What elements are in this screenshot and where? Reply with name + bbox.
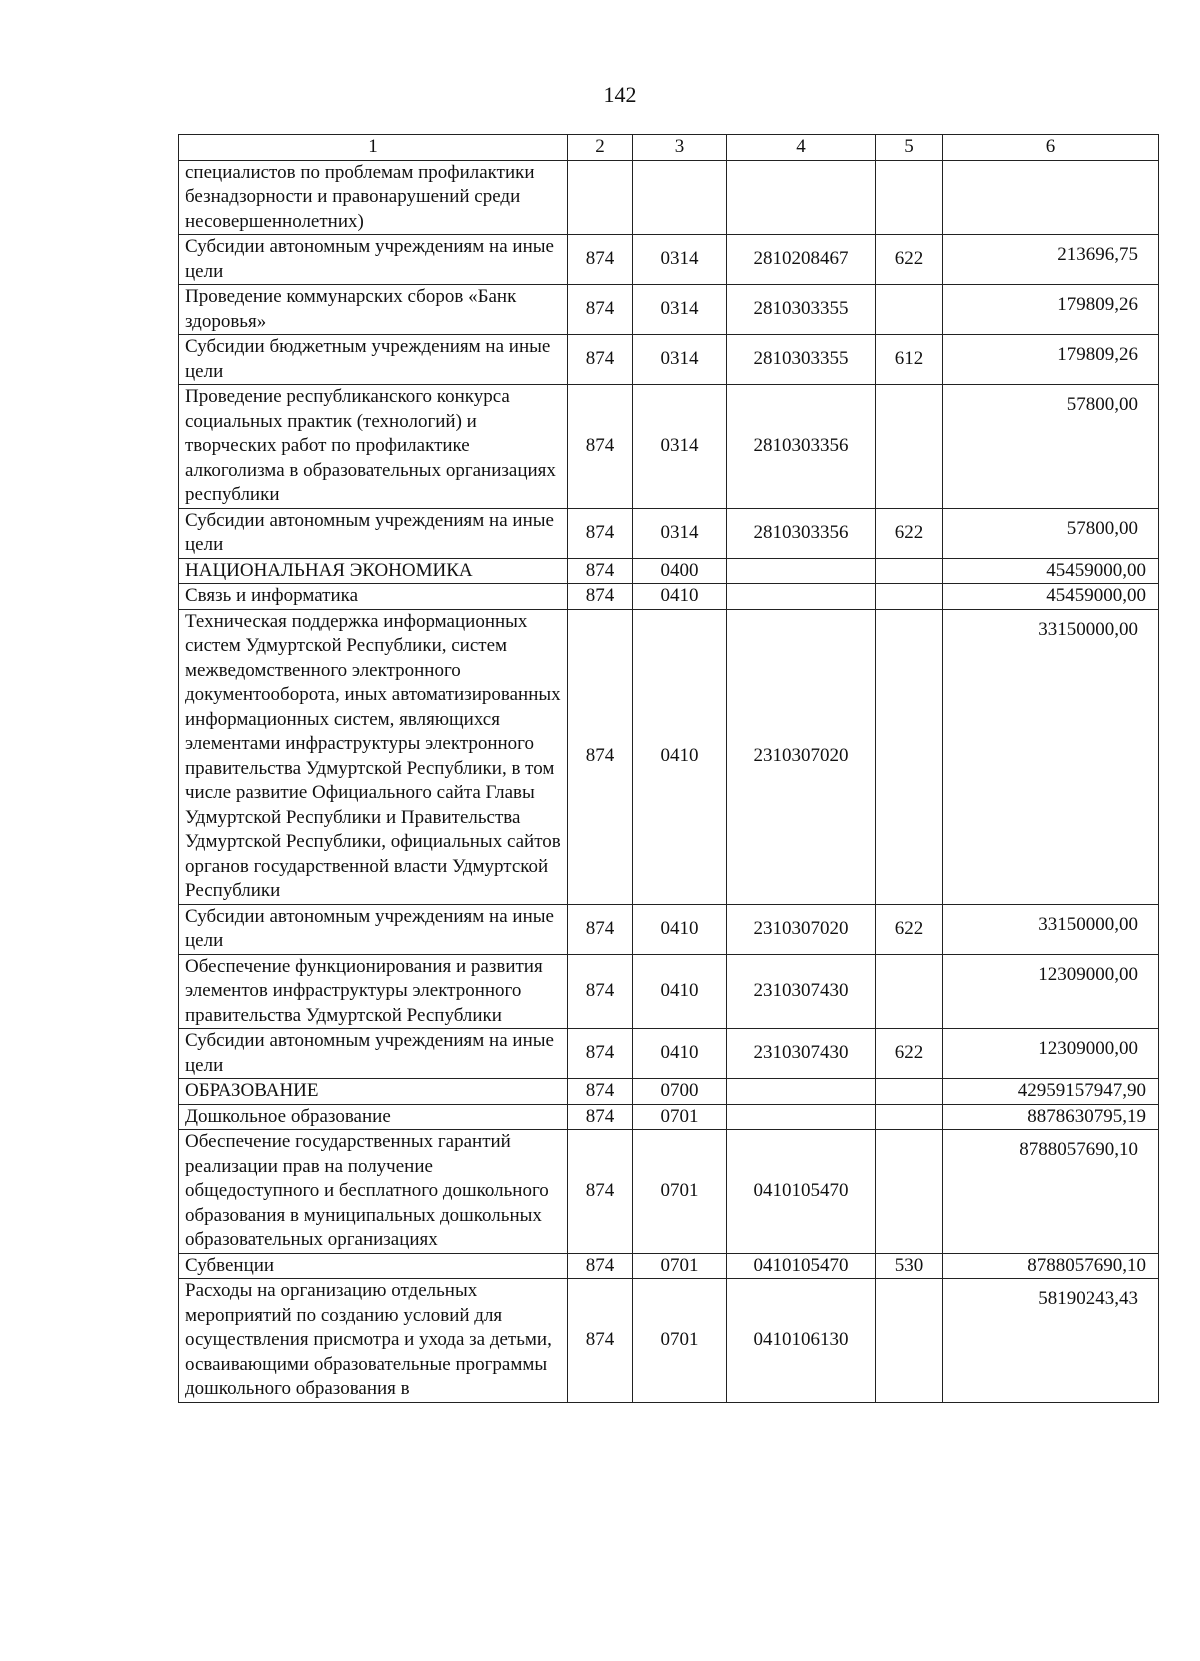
row-admin-code-cell: 874 bbox=[568, 508, 633, 558]
column-header-1: 1 bbox=[179, 135, 568, 161]
row-section-code-cell: 0314 bbox=[633, 285, 727, 335]
row-admin-code-cell: 874 bbox=[568, 1279, 633, 1403]
row-amount-cell: 42959157947,90 bbox=[943, 1079, 1159, 1105]
table-row bbox=[179, 1253, 1159, 1279]
row-admin-code-cell: 874 bbox=[568, 1253, 633, 1279]
row-amount-cell: 57800,00 bbox=[943, 508, 1159, 558]
table-row bbox=[179, 584, 1159, 610]
row-target-code-cell: 2810303356 bbox=[727, 385, 876, 509]
table-row bbox=[179, 1104, 1159, 1130]
row-section-code-cell: 0701 bbox=[633, 1253, 727, 1279]
row-target-code-cell: 2310307430 bbox=[727, 1029, 876, 1079]
row-admin-code-cell: 874 bbox=[568, 285, 633, 335]
budget-table bbox=[178, 134, 1159, 1403]
row-target-code-cell: 0410106130 bbox=[727, 1279, 876, 1403]
page-number: 142 bbox=[603, 82, 637, 107]
table-row bbox=[179, 160, 1159, 235]
row-target-code-cell: 0410105470 bbox=[727, 1130, 876, 1254]
row-target-code-cell bbox=[727, 1104, 876, 1130]
table-row bbox=[179, 1029, 1159, 1079]
row-target-code-cell bbox=[727, 160, 876, 235]
column-header-4: 4 bbox=[727, 135, 876, 161]
row-expense-type-cell: 622 bbox=[876, 904, 943, 954]
row-amount-cell: 45459000,00 bbox=[943, 584, 1159, 610]
row-target-code-cell: 0410105470 bbox=[727, 1253, 876, 1279]
row-amount-cell: 8878630795,19 bbox=[943, 1104, 1159, 1130]
row-name-cell: Проведение коммунарских сборов «Банк здоровья» bbox=[179, 285, 568, 335]
row-expense-type-cell bbox=[876, 385, 943, 509]
row-admin-code-cell: 874 bbox=[568, 904, 633, 954]
row-target-code-cell: 2310307020 bbox=[727, 904, 876, 954]
row-expense-type-cell: 530 bbox=[876, 1253, 943, 1279]
row-section-code-cell bbox=[633, 160, 727, 235]
table-row bbox=[179, 1279, 1159, 1403]
table-row bbox=[179, 385, 1159, 509]
row-name-cell: Связь и информатика bbox=[179, 584, 568, 610]
row-section-code-cell: 0701 bbox=[633, 1130, 727, 1254]
row-name-cell: Дошкольное образование bbox=[179, 1104, 568, 1130]
row-section-code-cell: 0314 bbox=[633, 235, 727, 285]
column-header-2: 2 bbox=[568, 135, 633, 161]
row-expense-type-cell bbox=[876, 609, 943, 904]
row-amount-cell: 33150000,00 bbox=[943, 904, 1159, 954]
row-name-cell: Расходы на организацию отдельных мероприятий по созданию условий для осуществления присмотра и ухода за детьми, осваивающими образовательные программы дошкольного образования в bbox=[179, 1279, 568, 1403]
row-target-code-cell: 2310307430 bbox=[727, 954, 876, 1029]
row-amount-cell: 12309000,00 bbox=[943, 954, 1159, 1029]
row-amount-cell: 8788057690,10 bbox=[943, 1130, 1159, 1254]
row-section-code-cell: 0410 bbox=[633, 904, 727, 954]
row-admin-code-cell: 874 bbox=[568, 1104, 633, 1130]
row-name-cell: Субсидии автономным учреждениям на иные цели bbox=[179, 1029, 568, 1079]
row-amount-cell: 45459000,00 bbox=[943, 558, 1159, 584]
row-expense-type-cell bbox=[876, 954, 943, 1029]
row-admin-code-cell: 874 bbox=[568, 584, 633, 610]
table-row bbox=[179, 609, 1159, 904]
row-amount-cell: 12309000,00 bbox=[943, 1029, 1159, 1079]
row-name-cell: Проведение республиканского конкурса социальных практик (технологий) и творческих работ по профилактике алкоголизма в образовательных организациях республики bbox=[179, 385, 568, 509]
column-header-6: 6 bbox=[943, 135, 1159, 161]
row-admin-code-cell: 874 bbox=[568, 1130, 633, 1254]
row-amount-cell: 58190243,43 bbox=[943, 1279, 1159, 1403]
row-admin-code-cell: 874 bbox=[568, 954, 633, 1029]
row-name-cell: Субсидии автономным учреждениям на иные цели bbox=[179, 904, 568, 954]
row-section-code-cell: 0700 bbox=[633, 1079, 727, 1105]
table-row bbox=[179, 235, 1159, 285]
row-admin-code-cell: 874 bbox=[568, 385, 633, 509]
row-name-cell: специалистов по проблемам профилактики безнадзорности и правонарушений среди несовершеннолетних) bbox=[179, 160, 568, 235]
row-expense-type-cell bbox=[876, 1279, 943, 1403]
row-expense-type-cell: 612 bbox=[876, 335, 943, 385]
row-name-cell: Техническая поддержка информационных систем Удмуртской Республики, систем межведомственного электронного документооборота, иных автоматизированных информационных систем, являющихся элементами инфраструктуры электронного правительства Удмуртской Республики, в том числе развитие Официального сайта Главы Удмуртской Республики и Правительства Удмуртской Республики, официальных сайтов органов государственной власти Удмуртской Республики bbox=[179, 609, 568, 904]
table-body bbox=[179, 160, 1159, 1402]
row-target-code-cell: 2810303356 bbox=[727, 508, 876, 558]
row-expense-type-cell bbox=[876, 285, 943, 335]
row-name-cell: Обеспечение функционирования и развития элементов инфраструктуры электронного правительства Удмуртской Республики bbox=[179, 954, 568, 1029]
table-row bbox=[179, 904, 1159, 954]
row-target-code-cell: 2310307020 bbox=[727, 609, 876, 904]
column-header-5: 5 bbox=[876, 135, 943, 161]
row-target-code-cell: 2810303355 bbox=[727, 285, 876, 335]
row-target-code-cell bbox=[727, 1079, 876, 1105]
row-section-code-cell: 0410 bbox=[633, 609, 727, 904]
row-amount-cell: 179809,26 bbox=[943, 335, 1159, 385]
table-row bbox=[179, 1130, 1159, 1254]
row-expense-type-cell bbox=[876, 1130, 943, 1254]
row-target-code-cell: 2810208467 bbox=[727, 235, 876, 285]
row-expense-type-cell bbox=[876, 558, 943, 584]
row-admin-code-cell: 874 bbox=[568, 609, 633, 904]
row-section-code-cell: 0400 bbox=[633, 558, 727, 584]
row-amount-cell: 8788057690,10 bbox=[943, 1253, 1159, 1279]
row-name-cell: Субсидии бюджетным учреждениям на иные цели bbox=[179, 335, 568, 385]
row-section-code-cell: 0701 bbox=[633, 1279, 727, 1403]
row-name-cell: ОБРАЗОВАНИЕ bbox=[179, 1079, 568, 1105]
row-expense-type-cell bbox=[876, 1079, 943, 1105]
row-section-code-cell: 0410 bbox=[633, 1029, 727, 1079]
row-section-code-cell: 0410 bbox=[633, 584, 727, 610]
row-amount-cell: 213696,75 bbox=[943, 235, 1159, 285]
row-expense-type-cell: 622 bbox=[876, 1029, 943, 1079]
table-row bbox=[179, 1079, 1159, 1105]
row-amount-cell bbox=[943, 160, 1159, 235]
table-row bbox=[179, 558, 1159, 584]
row-admin-code-cell: 874 bbox=[568, 558, 633, 584]
row-expense-type-cell bbox=[876, 160, 943, 235]
row-amount-cell: 179809,26 bbox=[943, 285, 1159, 335]
row-section-code-cell: 0314 bbox=[633, 508, 727, 558]
row-admin-code-cell: 874 bbox=[568, 335, 633, 385]
row-section-code-cell: 0410 bbox=[633, 954, 727, 1029]
row-name-cell: Субвенции bbox=[179, 1253, 568, 1279]
row-amount-cell: 33150000,00 bbox=[943, 609, 1159, 904]
table-row bbox=[179, 285, 1159, 335]
table-row bbox=[179, 508, 1159, 558]
row-target-code-cell bbox=[727, 584, 876, 610]
row-admin-code-cell: 874 bbox=[568, 1079, 633, 1105]
row-expense-type-cell bbox=[876, 584, 943, 610]
table-row bbox=[179, 954, 1159, 1029]
table-row bbox=[179, 335, 1159, 385]
row-section-code-cell: 0314 bbox=[633, 385, 727, 509]
row-name-cell: Субсидии автономным учреждениям на иные цели bbox=[179, 508, 568, 558]
row-amount-cell: 57800,00 bbox=[943, 385, 1159, 509]
row-expense-type-cell bbox=[876, 1104, 943, 1130]
row-name-cell: НАЦИОНАЛЬНАЯ ЭКОНОМИКА bbox=[179, 558, 568, 584]
column-header-3: 3 bbox=[633, 135, 727, 161]
row-expense-type-cell: 622 bbox=[876, 235, 943, 285]
row-admin-code-cell bbox=[568, 160, 633, 235]
row-section-code-cell: 0314 bbox=[633, 335, 727, 385]
row-admin-code-cell: 874 bbox=[568, 235, 633, 285]
row-target-code-cell bbox=[727, 558, 876, 584]
row-name-cell: Субсидии автономным учреждениям на иные цели bbox=[179, 235, 568, 285]
row-name-cell: Обеспечение государственных гарантий реализации прав на получение общедоступного и бесплатного дошкольного образования в муниципальных дошкольных образовательных организациях bbox=[179, 1130, 568, 1254]
row-admin-code-cell: 874 bbox=[568, 1029, 633, 1079]
row-target-code-cell: 2810303355 bbox=[727, 335, 876, 385]
row-expense-type-cell: 622 bbox=[876, 508, 943, 558]
header-row bbox=[179, 135, 1159, 161]
row-section-code-cell: 0701 bbox=[633, 1104, 727, 1130]
